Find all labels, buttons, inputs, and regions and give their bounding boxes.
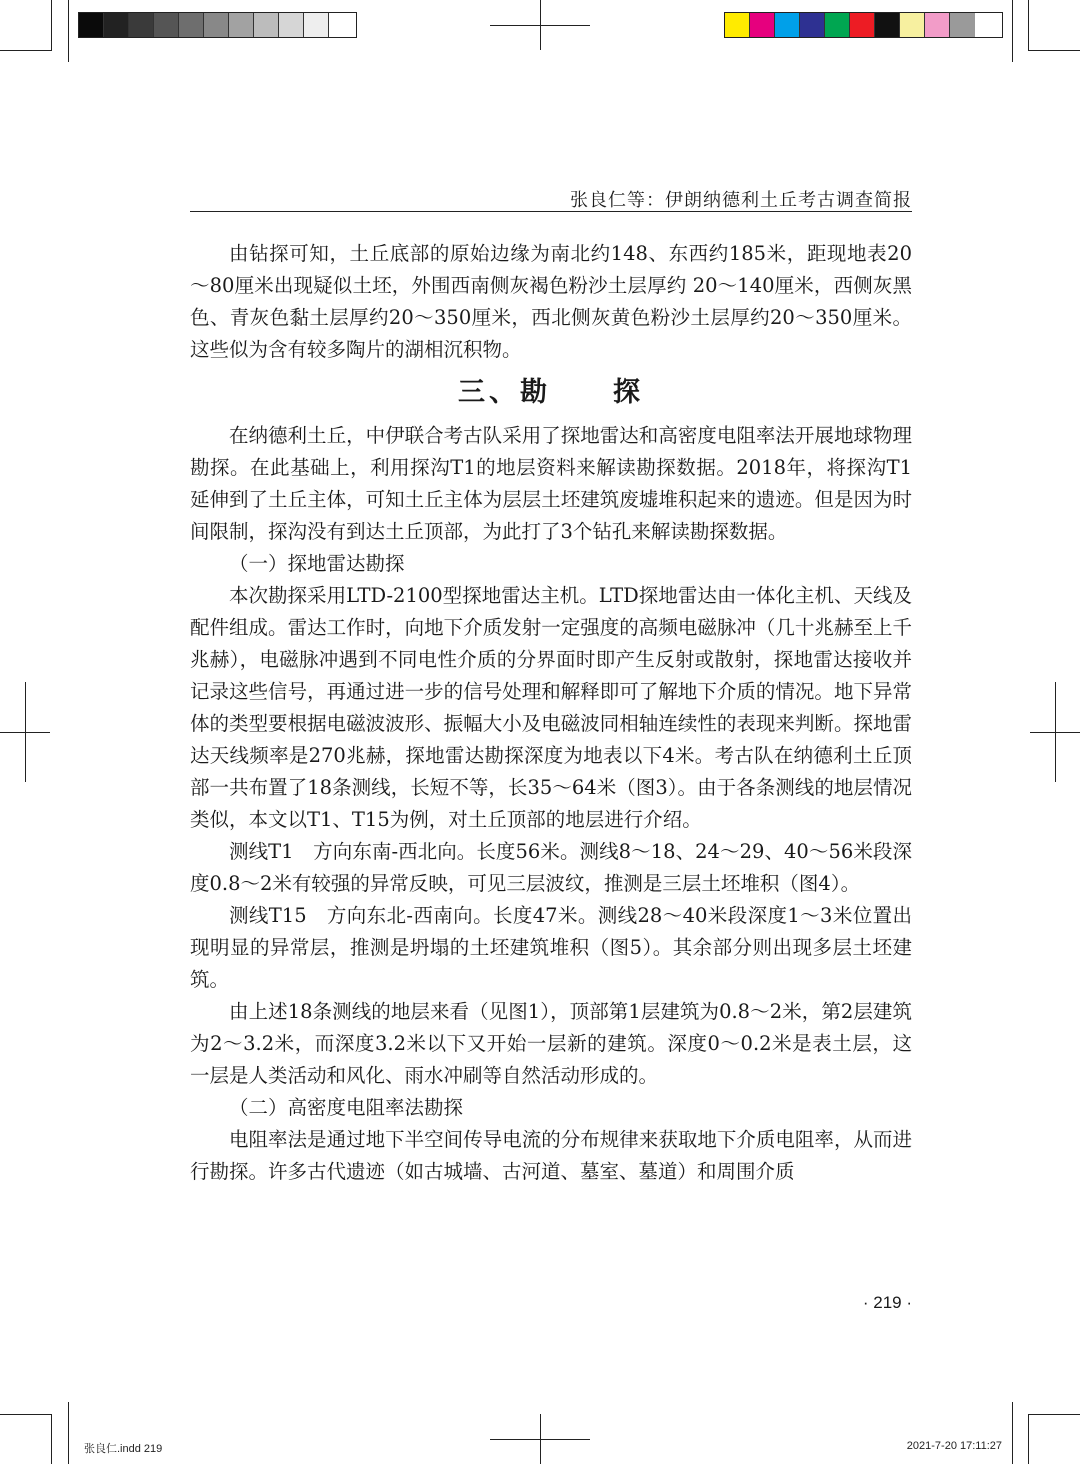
crop-mark [1012,1402,1013,1464]
crop-mark [1028,1414,1029,1464]
subsection-title-gpr: （一）探地雷达勘探 [229,552,405,575]
article-body [190,238,912,1188]
paragraph-line-t15: 测线T15 方向东北-西南向。长度47米。测线28～40米段深度1～3米位置出现明显的异常层，推测是坍塌的土坯建筑堆积（图5）。其余部分则出现多层土坯建筑。 [190,904,912,991]
calibration-swatch [775,13,800,37]
crop-mark [1028,50,1080,51]
paragraph-ert: 电阻率法是通过地下半空间传导电流的分布规律来获取地下介质电阻率，从而进行勘探。许多古代遗迹（如古城墙、古河道、墓室、墓道）和周围介质 [190,1128,912,1183]
crop-mark [1028,1414,1080,1415]
registration-mark [0,732,50,733]
calibration-swatch [229,13,254,37]
calibration-swatch [254,13,279,37]
calibration-swatch [154,13,179,37]
paragraph-gpr: 本次勘探采用LTD-2100型探地雷达主机。LTD探地雷达由一体化主机、天线及配件组成。雷达工作时，向地下介质发射一定强度的高频电磁脉冲（几十兆赫至上千兆赫），电磁脉冲遇到不同电性介质的分界面时即产生反射或散射，探地雷达接收并记录这些信号，再通过进一步的信号处理和解释即可了解地下介质的情况。地下异常体的类型要根据电磁波波形、振幅大小及电磁波同相轴连续性的表现来判断。探地雷达天线频率是270兆赫，探地雷达勘探深度为地表以下4米。考古队在纳德利土丘顶部一共布置了18条测线，长短不等，长35～64米（图3）。由于各条测线的地层情况类似，本文以T1、T15为例，对土丘顶部的地层进行介绍。 [190,584,912,831]
calibration-swatch [129,13,154,37]
calibration-swatch [750,13,775,37]
calibration-swatch [279,13,304,37]
page-number: · 219 · [862,1293,912,1312]
calibration-swatch [825,13,850,37]
calibration-swatch [950,13,975,37]
paragraph-intro: 在纳德利土丘，中伊联合考古队采用了探地雷达和高密度电阻率法开展地球物理勘探。在此基础上，利用探沟T1的地层资料来解读勘探数据。2018年，将探沟T1延伸到了土丘主体，可知土丘主体为层层土坯建筑废墟堆积起来的遗迹。但是因为时间限制，探沟没有到达土丘顶部，为此打了3个钻孔来解读勘探数据。 [190,424,912,543]
crop-mark [1012,0,1013,62]
registration-mark [1030,732,1080,733]
calibration-swatch [304,13,329,37]
calibration-swatch [800,13,825,37]
calibration-swatch [329,13,354,37]
slug-file-info: 张良仁.indd 219 [84,1443,163,1455]
crop-mark [0,1414,52,1415]
calibration-swatch [900,13,925,37]
paragraph-line-t1: 测线T1 方向东南-西北向。长度56米。测线8～18、24～29、40～56米段深度0.8～2米有较强的异常反映，可见三层波纹，推测是三层土坯堆积（图4）。 [190,840,912,895]
running-header: 张良仁等：伊朗纳德利土丘考古调查简报 [570,190,912,211]
calibration-swatch [204,13,229,37]
paragraph-drilling: 由钻探可知，土丘底部的原始边缘为南北约148、东西约185米，距现地表20～80厘米出现疑似土坯，外围西南侧灰褐色粉沙土层厚约 20～140厘米，西侧灰黑色、青灰色黏土层厚约20～350厘米，西北侧灰黄色粉沙土层厚约20～350厘米。这些似为含有较多陶片的湖相沉积物。 [190,242,912,361]
crop-mark [51,0,52,50]
section-title: 三、勘 探 [458,377,644,408]
crop-mark [68,0,69,62]
crop-mark [0,50,52,51]
paragraph-layers: 由上述18条测线的地层来看（见图1），顶部第1层建筑为0.8～2米，第2层建筑为2～3.2米，而深度3.2米以下又开始一层新的建筑。深度0～0.2米是表土层，这一层是人类活动和风化、雨水冲刷等自然活动形成的。 [190,1000,912,1087]
calibration-swatch [79,13,104,37]
calibration-swatch [875,13,900,37]
crop-mark [1028,0,1029,50]
header-rule [190,211,912,212]
color-calibration-bar [724,12,1003,38]
registration-mark [490,1439,590,1440]
crop-mark [51,1414,52,1464]
registration-mark [490,25,590,26]
calibration-swatch [179,13,204,37]
crop-mark [68,1402,69,1464]
subsection-title-ert: （二）高密度电阻率法勘探 [229,1096,464,1119]
grayscale-calibration-bar [78,12,357,38]
calibration-swatch [925,13,950,37]
slug-timestamp: 2021-7-20 17:11:27 [906,1440,1002,1452]
calibration-swatch [104,13,129,37]
calibration-swatch [850,13,875,37]
calibration-swatch [725,13,750,37]
